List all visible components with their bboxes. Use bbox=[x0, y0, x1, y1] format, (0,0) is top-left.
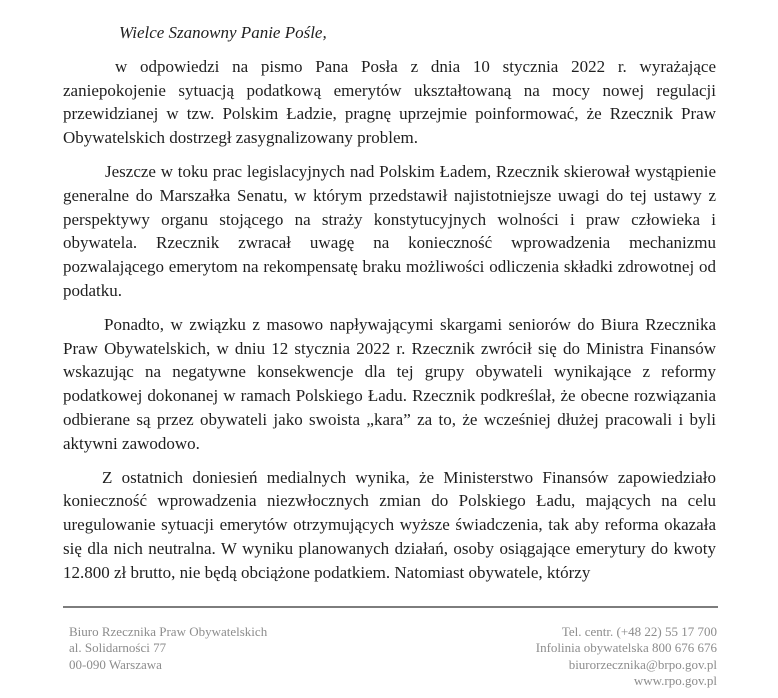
footer-street: al. Solidarności 77 bbox=[69, 640, 167, 656]
footer-hotline: Infolinia obywatelska 800 676 676 bbox=[535, 640, 717, 656]
footer-phone: Tel. centr. (+48 22) 55 17 700 bbox=[561, 624, 717, 639]
footer-email: biurorzecznika@brpo.gov.pl bbox=[568, 656, 717, 672]
paragraph-3: Ponadto, w związku z masowo napływającymi skargami seniorów do Biura Rzecznika Praw Obywatelskich, w dniu 12 stycznia 2022 r. Rzecznik zwrócił się do Ministra Finansów wskazując na negatywne konsekwencje dla tej grupy obywateli wynikające z reformy podatkowej dokonanej w ramach Polskiego Ładu. Rzecznik podkreślał, że obecne rozwiązania odbierane są przez obywateli jako swoista „kara” za to, że wcześniej dłużej pracowali i byli aktywni zawodowo. bbox=[63, 314, 716, 453]
footer-city: 00-090 Warszawa bbox=[69, 656, 162, 672]
footer-contact-block bbox=[536, 624, 717, 690]
paragraph-4: Z ostatnich doniesień medialnych wynika, że Ministerstwo Finansów zapowiedziało konieczność wprowadzenia niezwłocznych zmian do Polskiego Ładu, mających na celu uregulowanie sytuacji emerytów otrzymujących wyższe świadczenia, tak aby reforma okazała się dla nich neutralna. W wyniku planowanych działań, osoby osiągające emerytury do kwoty 12.800 zł brutto, nie będą obciążone podatkiem. Natomiast obywatele, którzy bbox=[63, 467, 716, 582]
letter-body bbox=[63, 21, 716, 595]
paragraph-1: w odpowiedzi na pismo Pana Posła z dnia 10 stycznia 2022 r. wyrażające zaniepokojenie sytuacją podatkową emerytów ukształtowaną na mocy nowej regulacji przewidzianej w tzw. Polskim Ładzie, pragnę uprzejmie poinformować, że Rzecznik Praw Obywatelskich dostrzegł zasygnalizowany problem. bbox=[63, 56, 716, 148]
page-footer bbox=[63, 624, 717, 690]
footer-website: www.rpo.gov.pl bbox=[633, 673, 717, 689]
footer-office-name: Biuro Rzecznika Praw Obywatelskich bbox=[69, 624, 268, 639]
footer-divider bbox=[63, 606, 718, 608]
salutation: Wielce Szanowny Panie Pośle, bbox=[119, 23, 327, 42]
footer-address-block bbox=[63, 624, 267, 690]
paragraph-2: Jeszcze w toku prac legislacyjnych nad Polskim Ładem, Rzecznik skierował wystąpienie generalne do Marszałka Senatu, w którym przedstawił najistotniejsze uwagi do tej ustawy z perspektywy organu stojącego na straży konstytucyjnych wolności i praw człowieka i obywatela. Rzecznik zwracał uwagę na konieczność wprowadzenia mechanizmu pozwalającego emerytom na rekompensatę braku możliwości odliczenia składki zdrowotnej od podatku. bbox=[63, 161, 716, 300]
